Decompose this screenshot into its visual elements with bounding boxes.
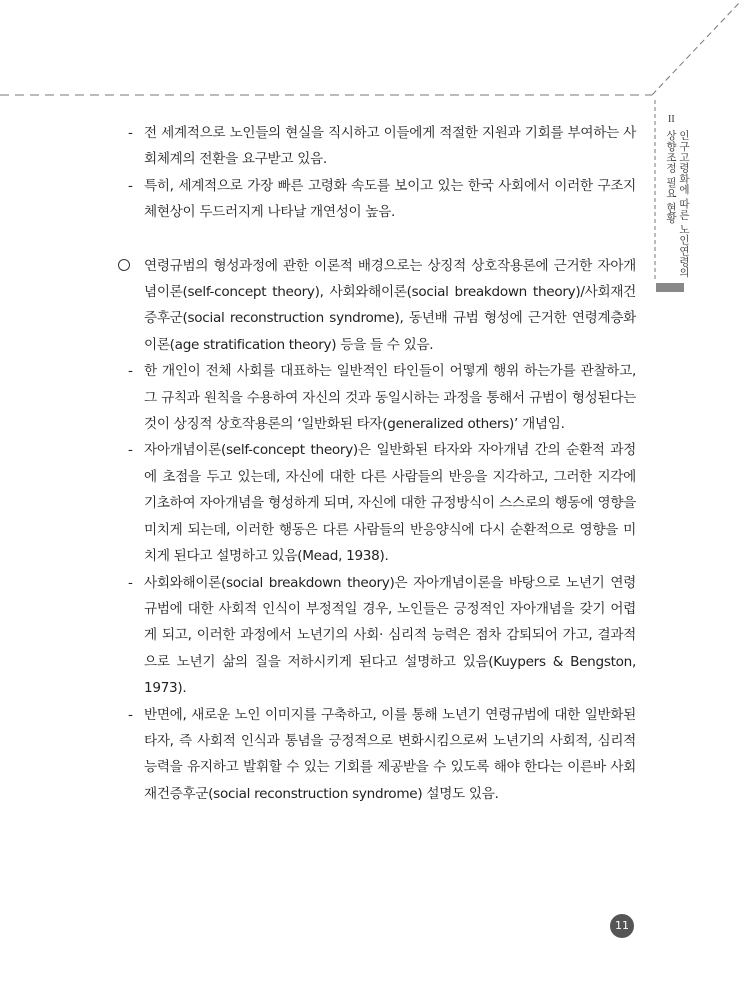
- dash-bullet: -: [128, 177, 133, 194]
- side-header-line-2: 상향조정 필요 현황: [665, 130, 677, 224]
- list-item: [118, 120, 636, 173]
- chapter-number: II: [668, 114, 675, 125]
- page-number: 11: [610, 914, 634, 938]
- side-header-line-1: 인구고령화에 따른 노인연령의: [678, 130, 690, 278]
- dash-bullet: -: [128, 125, 133, 141]
- list-item: [118, 702, 636, 808]
- list-item: [118, 437, 636, 569]
- list-item: [118, 570, 636, 702]
- item-text: 특히, 세계적으로 가장 빠른 고령화 속도를 보이고 있는 한국 사회에서 이러한 구조지체현상이 두드러지게 나타날 개연성이 높음.: [144, 177, 636, 221]
- item-text: 한 개인이 전체 사회를 대표하는 일반적인 타인들이 어떻게 행위 하는가를 관찰하고, 그 규칙과 원칙을 수용하여 자신의 것과 동일시하는 과정을 통해서 규범이 형성된다는 것이 상징적 상호작용론의 ‘일반화된 타자(generalized others)’ 개념임.: [144, 363, 636, 433]
- list-item: [118, 358, 636, 437]
- dash-bullet: -: [128, 442, 133, 459]
- document-body: [118, 120, 636, 807]
- item-text: 연령규범의 형성과정에 관한 이론적 배경으로는 상징적 상호작용론에 근거한 자아개념이론(self-concept theory), 사회와해이론(social breakdown theory)/사회재건증후군(social reconstruction syndrome), 동년배 규범 형성에 근거한 연령계층화이론(age stratification theory) 등을 들 수 있음.: [144, 257, 636, 353]
- dash-bullet: -: [128, 706, 133, 723]
- main-point: [118, 253, 636, 359]
- circle-bullet: [118, 259, 130, 271]
- item-text: 전 세계적으로 노인들의 현실을 직시하고 이들에게 적절한 지원과 기회를 부여하는 사회체계의 전환을 요구받고 있음.: [144, 125, 636, 168]
- dash-bullet: -: [128, 574, 133, 591]
- dash-bullet: -: [128, 363, 133, 380]
- item-text: 자아개념이론(self-concept theory)은 일반화된 타자와 자아개념 간의 순환적 과정에 초점을 두고 있는데, 자신에 대한 다른 사람들의 반응을 지각하고, 그러한 지각에 기초하여 자아개념을 형성하게 되며, 자신에 대한 규정방식이 스스로의 행동에 영향을 미치게 되는데, 이러한 행동은 다른 사람들의 반응양식에 다시 순환적으로 영향을 미치게 된다고 설명하고 있음(Mead, 1938).: [144, 442, 636, 565]
- list-item: [118, 173, 636, 226]
- item-text: 반면에, 새로운 노인 이미지를 구축하고, 이를 통해 노년기 연령규범에 대한 일반화된 타자, 즉 사회적 인식과 통념을 긍정적으로 변화시킴으로써 노년기의 사회적, 심리적 능력을 유지하고 발휘할 수 있는 기회를 제공받을 수 있도록 해야 한다는 이른바 사회재건증후군(social reconstruction syndrome) 설명도 있음.: [144, 706, 636, 802]
- corner-dashed-line: [652, 2, 740, 95]
- paragraph-gap: [118, 226, 636, 253]
- item-text: 사회와해이론(social breakdown theory)은 자아개념이론을 바탕으로 노년기 연령규범에 대한 사회적 인식이 부정적일 경우, 노인들은 긍정적인 자아개념을 갖기 어렵게 되고, 이러한 과정에서 노년기의 사회· 심리적 능력은 점차 감퇴되어 가고, 결과적으로 노년기 삶의 질을 저하시키게 된다고 설명하고 있음(Kuypers & Bengston, 1973).: [144, 574, 636, 697]
- side-header-bar: [656, 283, 684, 292]
